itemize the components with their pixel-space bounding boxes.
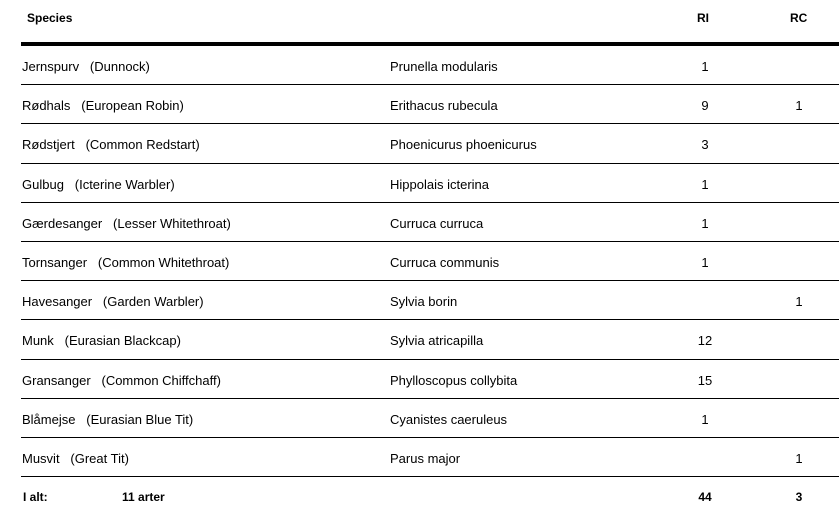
scientific-name: Curruca communis [390, 254, 500, 270]
common-name: Jernspurv (Dunnock) [22, 59, 150, 74]
header-ri: RI [697, 11, 709, 25]
scientific-name: Prunella modularis [390, 59, 498, 74]
total-rc: 3 [795, 490, 803, 504]
common-name: Havesanger (Garden Warbler) [22, 294, 204, 310]
table-row [21, 242, 839, 281]
total-ri: 44 [698, 490, 712, 504]
scientific-name: Sylvia atricapilla [390, 333, 484, 349]
common-name: Gærdesanger (Lesser Whitethroat) [22, 215, 231, 231]
scientific-name: Hippolais icterina [390, 176, 489, 192]
scientific-name: Phoenicurus phoenicurus [390, 137, 537, 153]
common-name: Munk (Eurasian Blackcap) [22, 333, 181, 349]
ri-value: 12 [697, 333, 713, 349]
rc-value: 1 [795, 294, 803, 310]
rc-value: 1 [795, 450, 803, 466]
scientific-name: Parus major [390, 450, 461, 466]
ri-value: 1 [701, 215, 709, 231]
table-row [21, 203, 839, 242]
scientific-name: Sylvia borin [390, 294, 458, 310]
ri-value: 3 [701, 137, 709, 153]
scientific-name: Phylloscopus collybita [390, 372, 518, 388]
table-row [21, 46, 839, 85]
ri-value: 1 [701, 176, 709, 192]
scientific-name: Curruca curruca [390, 215, 484, 231]
header-rc: RC [790, 11, 808, 25]
table-row [21, 85, 839, 124]
common-name: Gulbug (Icterine Warbler) [22, 176, 175, 192]
table-row [21, 320, 839, 359]
header-species: Species [27, 11, 73, 25]
rc-value: 1 [795, 98, 803, 114]
ri-value: 9 [701, 98, 709, 114]
table-row [21, 164, 839, 203]
common-name: Blåmejse (Eurasian Blue Tit) [22, 411, 194, 427]
table-row [21, 360, 839, 399]
scientific-name: Erithacus rubecula [390, 98, 498, 114]
common-name: Rødhals (European Robin) [22, 98, 184, 114]
common-name: Rødstjert (Common Redstart) [22, 137, 200, 153]
table-row [21, 281, 839, 320]
total-row [21, 486, 839, 510]
table-body [0, 46, 839, 477]
table-row [21, 399, 839, 438]
common-name: Tornsanger (Common Whitethroat) [22, 254, 230, 270]
common-name: Gransanger (Common Chiffchaff) [22, 372, 221, 388]
ri-value: 1 [701, 59, 709, 74]
scientific-name: Cyanistes caeruleus [390, 411, 508, 427]
common-name: Musvit (Great Tit) [22, 450, 129, 466]
table-row [21, 124, 839, 163]
species-count: 11 arter [122, 490, 165, 504]
ri-value: 15 [697, 372, 713, 388]
ri-value: 1 [701, 411, 709, 427]
total-label: I alt: [23, 490, 48, 504]
table-header [0, 0, 839, 44]
table-row [21, 438, 839, 477]
ri-value: 1 [701, 254, 709, 270]
